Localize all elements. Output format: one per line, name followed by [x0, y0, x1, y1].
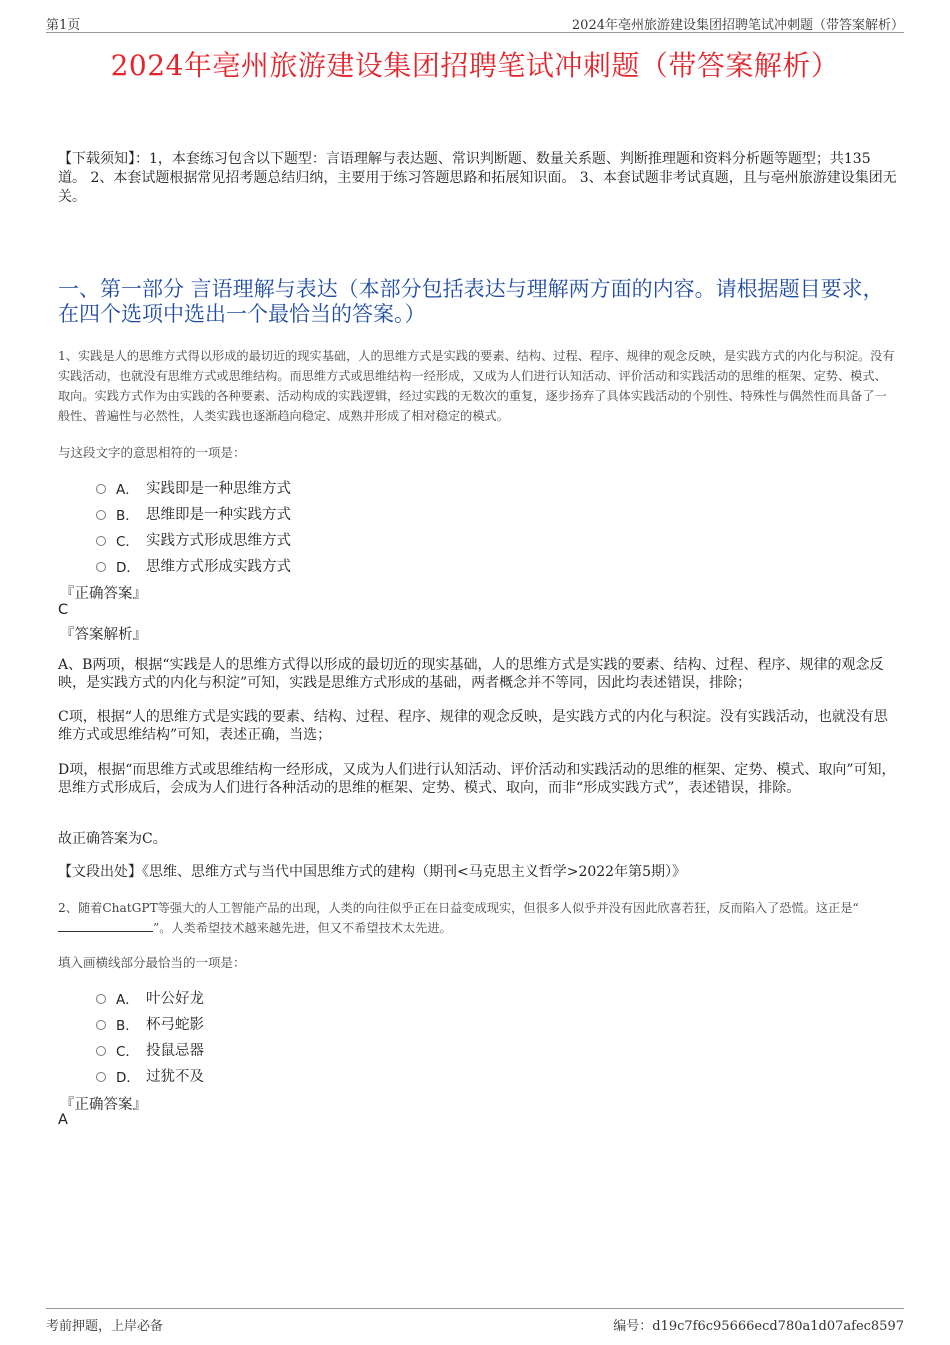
q1-source: 【文段出处】《思维、思维方式与当代中国思维方式的建构（期刊<马克思主义哲学>2022年第5期）》: [58, 864, 686, 880]
download-notice: 【下载须知】：1，本套练习包含以下题型：言语理解与表达题、常识判断题、数量关系题、判断推理题和资料分析题等题型；共135道。 2、本套试题根据常见招考题总结归纳，主要用于练习答题思路和拓展知识面。 3、本套试题非考试真题，且与亳州旅游建设集团无关。: [58, 151, 897, 205]
page-header: [46, 14, 904, 33]
q1-option-b[interactable]: B． 思维即是一种实践方式: [96, 503, 291, 524]
fill-blank: [58, 920, 153, 932]
q2-option-b[interactable]: B． 杯弓蛇影: [96, 1013, 204, 1034]
question-2-prompt: 填入画横线部分最恰当的一项是：: [58, 955, 246, 970]
radio-icon[interactable]: [96, 562, 106, 572]
section-heading: 一、第一部分 言语理解与表达（本部分包括表达与理解两方面的内容。请根据题目要求，在四个选项中选出一个最恰当的答案。）: [58, 277, 884, 326]
q1-analysis-d: D项，根据“而思维方式或思维结构一经形成，又成为人们进行认知活动、评价活动和实践活动的思维的框架、定势、模式、取向”可知，思维方式形成后，会成为人们进行各种活动的思维的框架、定势、模式、取向，而非“形成实践方式”，表述错误，排除。: [58, 762, 896, 796]
q2-answer-label: 『正确答案』: [60, 1097, 147, 1113]
q2-answer: A: [58, 1112, 68, 1128]
footer-doc-id: 编号：d19c7f6c95666ecd780a1d07afec8597: [613, 1319, 904, 1334]
q1-conclusion: 故正确答案为C。: [58, 831, 167, 847]
footer-slogan: 考前押题，上岸必备: [46, 1319, 164, 1334]
page-footer: [46, 1308, 904, 1334]
q1-answer: C: [58, 602, 69, 618]
q1-answer-label: 『正确答案』: [60, 586, 147, 602]
radio-icon[interactable]: [96, 510, 106, 520]
header-title: 2024年亳州旅游建设集团招聘笔试冲刺题（带答案解析）: [571, 18, 904, 33]
q1-option-d[interactable]: D． 思维方式形成实践方式: [96, 555, 291, 576]
q2-option-c[interactable]: C． 投鼠忌器: [96, 1039, 204, 1060]
q1-analysis-c: C项，根据“人的思维方式是实践的要素、结构、过程、程序、规律的观念反映，是实践方式的内化与积淀。没有实践活动，也就没有思维方式或思维结构”可知，表述正确，当选；: [58, 709, 888, 743]
q2-option-d[interactable]: D． 过犹不及: [96, 1065, 204, 1086]
question-1-text: 1、实践是人的思维方式得以形成的最切近的现实基础，人的思维方式是实践的要素、结构、过程、程序、规律的观念反映，是实践方式的内化与积淀。没有实践活动，也就没有思维方式或思维结构。而思维方式或思维结构一经形成，又成为人们进行认知活动、评价活动和实践活动的思维的框架、定势、模式、取向。实践方式作为由实践的各种要素、活动构成的实践逻辑，经过实践的无数次的重复，逐步扬弃了具体实践活动的个别性、特殊性与偶然性而具备了一般性、普遍性与必然性，人类实践也逐渐趋向稳定、成熟并形成了相对稳定的模式。: [58, 349, 895, 423]
q1-analysis-label: 『答案解析』: [60, 627, 147, 643]
radio-icon[interactable]: [96, 1072, 106, 1082]
page-number: 第1页: [46, 18, 81, 33]
page-title: 2024年亳州旅游建设集团招聘笔试冲刺题（带答案解析）: [110, 49, 840, 82]
radio-icon[interactable]: [96, 536, 106, 546]
question-1-prompt: 与这段文字的意思相符的一项是：: [58, 445, 246, 460]
q2-option-a[interactable]: A． 叶公好龙: [96, 987, 204, 1008]
radio-icon[interactable]: [96, 1046, 106, 1056]
q1-option-c[interactable]: C． 实践方式形成思维方式: [96, 529, 291, 550]
radio-icon[interactable]: [96, 1020, 106, 1030]
q1-option-a[interactable]: A． 实践即是一种思维方式: [96, 477, 291, 498]
radio-icon[interactable]: [96, 994, 106, 1004]
radio-icon[interactable]: [96, 484, 106, 494]
q1-analysis-ab: A、B两项，根据“实践是人的思维方式得以形成的最切近的现实基础，人的思维方式是实践的要素、结构、过程、程序、规律的观念反映，是实践方式的内化与积淀”可知，实践是思维方式形成的基础，两者概念并不等同，因此均表述错误，排除；: [58, 657, 884, 691]
question-2-text: 2、随着ChatGPT等强大的人工智能产品的出现，人类的向往似乎正在日益变成现实，但很多人似乎并没有因此欣喜若狂，反而陷入了恐慌。这正是“”。人类希望技术越来越先进，但又不希望技术太先进。: [58, 901, 859, 935]
